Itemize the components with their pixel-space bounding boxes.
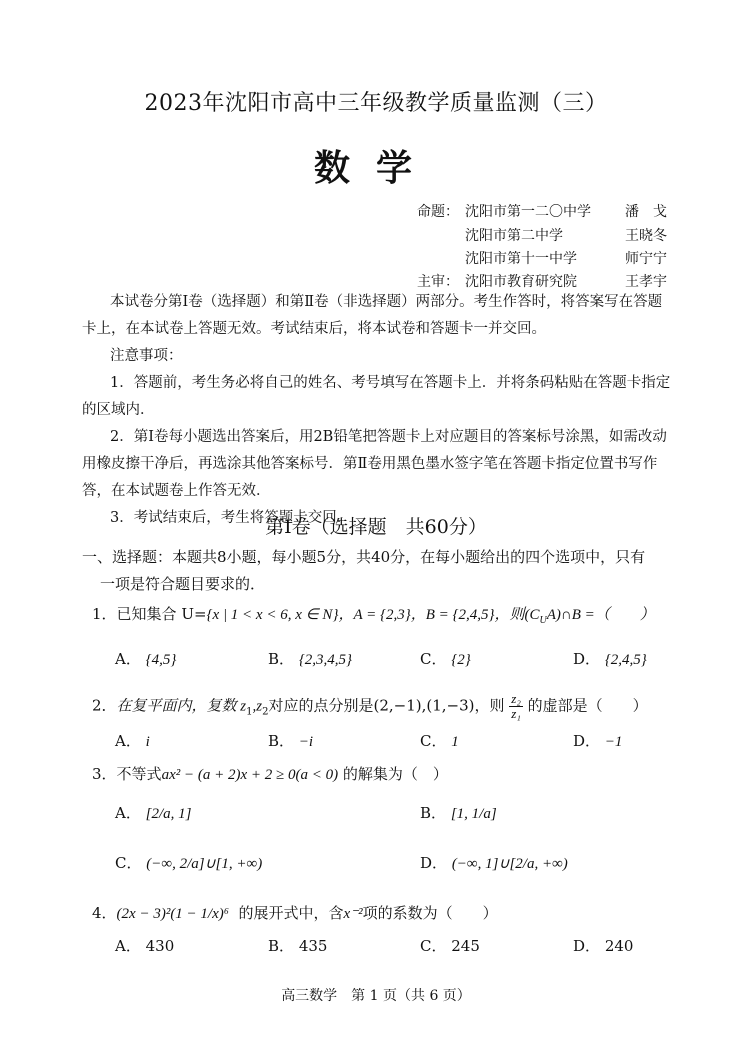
question-stem: 的虚部是（ ） — [527, 696, 648, 715]
staff-name: 师宁宁 — [625, 251, 667, 267]
option-c[interactable] — [420, 648, 471, 669]
option-text: {2,3,4,5} — [298, 652, 353, 668]
option-text: [1, 1/a] — [450, 806, 497, 822]
question-stem: 项的系数为（ ） — [362, 904, 498, 922]
option-text: 245 — [451, 937, 480, 955]
option-d[interactable] — [573, 935, 633, 956]
option-text: {2,4,5} — [604, 652, 647, 668]
part-heading-continued: 一项是符合题目要求的． — [100, 575, 266, 593]
option-d[interactable] — [573, 730, 622, 751]
option-label: A． — [115, 732, 141, 750]
instructions-block — [82, 289, 674, 532]
intro-paragraph: 本试卷分第Ⅰ卷（选择题）和第Ⅱ卷（非选择题）两部分。考生作答时，将答案写在答题卡上，在本试卷上答题无效。考试结束后，将本试卷和答题卡一并交回。 — [82, 294, 663, 337]
option-text: 240 — [604, 937, 634, 955]
fraction: $\frac{\text{z₂}}{\text{z₁}}$ — [511, 691, 521, 721]
question-4 — [92, 902, 498, 923]
option-text: 435 — [298, 937, 328, 955]
staff-name: 潘 戈 — [625, 204, 667, 220]
option-d[interactable] — [420, 852, 568, 873]
notice-title: 注意事项： — [110, 348, 183, 364]
option-text: (−∞, 2/a]∪[1, +∞) — [146, 856, 263, 872]
staff-org: 沈阳市第一二〇中学 — [465, 204, 591, 220]
option-label: B． — [268, 650, 295, 668]
question-stem: ，A = {2,3}，B = {2,4,5}，则(C — [338, 607, 540, 623]
question-stem: 已知集合 U= — [116, 605, 207, 623]
part-heading: 一、选择题：本题共8小题，每小题5分，共40分，在每小题给出的四个选项中，只有 — [82, 548, 646, 566]
section-title: 第Ⅰ卷（选择题 共60分） — [265, 516, 487, 538]
question-stem: 对应的点分别是(2,−1),(1,−3)，则 — [268, 696, 505, 715]
option-label: B． — [268, 732, 295, 750]
question-stem: 的展开式中，含 — [238, 904, 344, 922]
option-text: {2} — [451, 652, 471, 668]
option-a[interactable] — [115, 648, 176, 669]
option-label: B． — [420, 804, 447, 822]
option-text: 1 — [451, 734, 459, 750]
option-a[interactable] — [115, 802, 191, 823]
option-b[interactable] — [268, 730, 313, 751]
staff-org: 沈阳市教育研究院 — [465, 274, 577, 290]
option-b[interactable] — [268, 648, 352, 669]
question-number: 1． — [92, 605, 117, 623]
question-stem: 的解集为（ ） — [342, 765, 448, 783]
term-expression: x⁻² — [343, 906, 363, 922]
option-d[interactable] — [573, 648, 647, 669]
option-c[interactable] — [115, 852, 262, 873]
question-1 — [92, 603, 655, 626]
inequality-expression: ax² − (a + 2)x + 2 ≥ 0(a < 0) — [161, 767, 339, 783]
option-label: A． — [115, 804, 141, 822]
subscript: U — [539, 615, 547, 626]
staff-org: 沈阳市第二中学 — [465, 228, 563, 244]
question-stem: A)∩B =（ ） — [546, 607, 655, 623]
option-label: A． — [115, 937, 141, 955]
option-label: C． — [420, 937, 447, 955]
question-number: 2． — [92, 696, 117, 715]
set-expression: {x | 1 < x < 6, x ∈ N} — [206, 607, 339, 623]
question-3 — [92, 763, 448, 784]
staff-name: 王孝宇 — [625, 274, 667, 290]
option-b[interactable] — [420, 802, 497, 823]
staff-org: 沈阳市第十一中学 — [465, 251, 577, 267]
option-text: −1 — [604, 734, 623, 750]
option-text: [2/a, 1] — [145, 806, 192, 822]
option-label: C． — [420, 650, 447, 668]
page-footer: 高三数学 第 1 页（共 6 页） — [281, 988, 471, 1004]
option-label: D． — [573, 732, 601, 750]
subject-title: 数学 — [313, 147, 438, 189]
option-label: A． — [115, 650, 141, 668]
binomial-expression: (2x − 3)²(1 − 1/x)⁶ — [116, 906, 229, 922]
staff-role: 命题： — [417, 204, 459, 220]
option-text: (−∞, 1]∪[2/a, +∞) — [451, 856, 568, 872]
option-c[interactable] — [420, 730, 459, 751]
option-label: D． — [573, 650, 601, 668]
question-stem: 在复平面内，复数 z — [116, 698, 247, 715]
option-label: B． — [268, 937, 295, 955]
option-text: i — [145, 734, 150, 750]
option-a[interactable] — [115, 730, 150, 751]
option-label: C． — [420, 732, 447, 750]
staff-name: 王晓冬 — [625, 228, 667, 244]
option-label: D． — [420, 854, 448, 872]
option-a[interactable] — [115, 935, 174, 956]
notice-item: 3．考试结束后，考生将答题卡交回． — [110, 510, 352, 526]
question-number: 4． — [92, 904, 117, 922]
option-c[interactable] — [420, 935, 480, 956]
option-text: 430 — [145, 937, 175, 955]
notice-item: 2．第Ⅰ卷每小题选出答案后，用2B铅笔把答题卡上对应题目的答案标号涂黑，如需改动用橡皮擦干净后，再选涂其他答案标号．第Ⅱ卷用黑色墨水签字笔在答题卡指定位置书写作答，在本试题卷上作答无效． — [82, 429, 667, 499]
option-label: D． — [573, 937, 601, 955]
option-text: −i — [298, 734, 314, 750]
question-2: 2．在复平面内，复数 $z_1,z_2$对应的点分别是(2,−1),(1,−3)，则 $\frac{\text{z₂}}{\text{z₁}}$ 的虚部是（ ） — [92, 691, 648, 721]
option-text: {4,5} — [145, 652, 177, 668]
exam-title: 2023年沈阳市高中三年级教学质量监测（三） — [144, 91, 608, 116]
option-label: C． — [115, 854, 142, 872]
notice-item: 1．答题前，考生务必将自己的姓名、考号填写在答题卡上．并将条码粘贴在答题卡指定的区域内． — [82, 375, 671, 418]
question-number: 3． — [92, 765, 117, 783]
question-stem: 不等式 — [116, 765, 162, 783]
staff-role: 主审： — [417, 274, 459, 290]
option-b[interactable] — [268, 935, 327, 956]
